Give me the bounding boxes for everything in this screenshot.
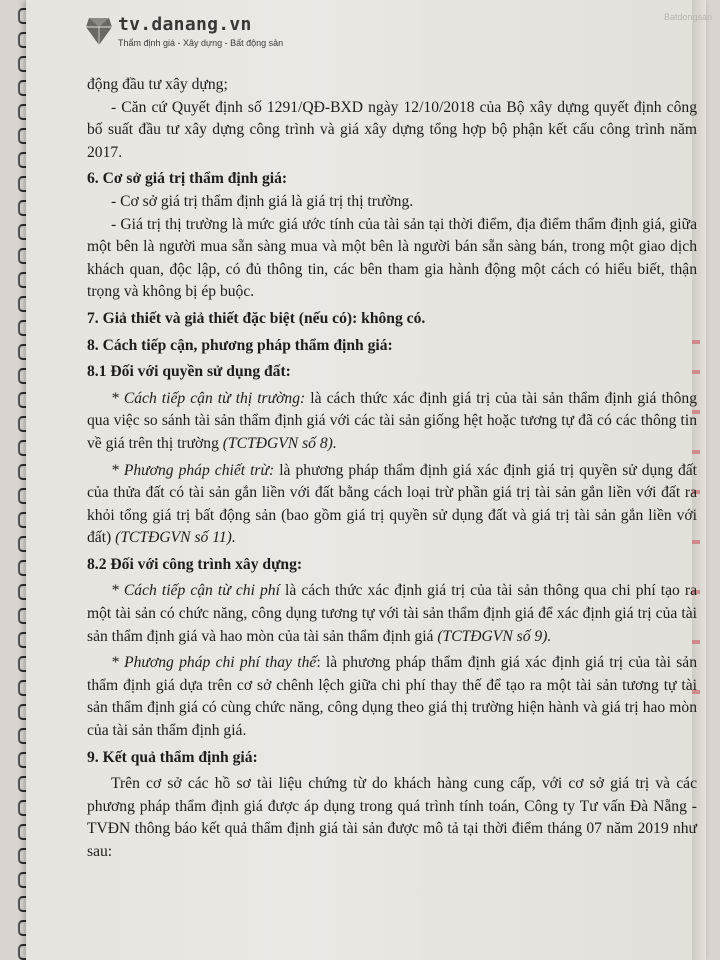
- emphasis: * Cách tiếp cận từ chi phí: [111, 582, 280, 600]
- emphasis: * Cách tiếp cận từ thị trường:: [111, 389, 306, 407]
- document-header: [86, 14, 346, 62]
- reference: (TCTĐGVN số 8).: [222, 434, 337, 452]
- paragraph: [87, 460, 697, 550]
- paragraph: động đầu tư xây dựng;: [87, 76, 228, 93]
- site-tagline: Thẩm định giá - Xây dựng - Bất động sản: [118, 38, 284, 48]
- paragraph-text: : là phương pháp thẩm định giá xác định giá trị của tài sản thẩm định giá dựa trên cơ sở chênh lệch giữa chi phí thay thế để tạo ra một tài sản tương tự tài sản thẩm định giá có cùng chức năng, công dụng theo giá thị trường hiện hành và giá trị hao mòn của tài sản thẩm định giá.: [87, 654, 698, 740]
- paragraph-text: là cách thức xác định giá trị của tài sản thông qua chi phí tạo ra một tài sản có chức năng, công dụng tương tự với tài sản thẩm định giá để xác định giá trị của tài sản thẩm định giá và hao mòn của tài sản thẩm định giá: [87, 582, 697, 645]
- paragraph: - Căn cứ Quyết định số 1291/QĐ-BXD ngày 12/10/2018 của Bộ xây dựng quyết định công bố suất đầu tư xây dựng công trình và giá xây dựng tổng hợp bộ phận kết cấu công trình năm 2017.: [87, 98, 697, 161]
- paragraph: [87, 580, 697, 648]
- section-heading-8: 8. Cách tiếp cận, phương pháp thẩm định giá:: [87, 336, 393, 354]
- emphasis: * Phương pháp chiết trừ:: [111, 461, 275, 479]
- section-heading-9: 9. Kết quả thẩm định giá:: [87, 748, 258, 766]
- diamond-logo-icon: [86, 16, 112, 46]
- paragraph: Trên cơ sở các hồ sơ tài liệu chứng từ do khách hàng cung cấp, với cơ sở giá trị và các phương pháp thẩm định giá được áp dụng trong quá trình tính toán, Công ty Tư vấn Đà Nẵng - TVĐN thông báo kết quả thẩm định giá tài sản được mô tả tại thời điểm tháng 07 năm 2019 như sau:: [87, 775, 697, 860]
- watermark-text: Batdongsan: [663, 12, 712, 22]
- watermark: [664, 12, 712, 22]
- paragraph-text: là phương pháp thẩm định giá xác định giá trị quyền sử dụng đất của thửa đất có tài sản gắn liền với đất bằng cách loại trừ phần giá trị tài sản gắn liền với đất ra khỏi tổng giá trị bất động sản (bao gồm giá trị quyền sử dụng đất và giá trị tài sản gắn liền với đất): [87, 461, 697, 547]
- paragraph: [87, 652, 697, 742]
- paragraph: [87, 388, 697, 456]
- emphasis: * Phương pháp chi phí thay thế: [111, 654, 317, 672]
- paragraph: - Giá trị thị trường là mức giá ước tính của tài sản tại thời điểm, địa điểm thẩm định giá, giữa một bên là người mua sẵn sàng mua và một bên là người bán sẵn sàng bán, trong một giao dịch khách quan, độc lập, có đủ thông tin, các bên tham gia hành động một cách có hiểu biết, thận trọng và không bị ép buộc.: [87, 215, 697, 301]
- reference: (TCTĐGVN số 9).: [437, 627, 552, 645]
- paragraph: - Cơ sở giá trị thẩm định giá là giá trị thị trường.: [111, 192, 414, 210]
- site-name: tv.danang.vn: [118, 14, 252, 35]
- paragraph-text: là cách thức xác định giá trị của tài sản thẩm định giá thông qua việc so sánh tài sản thẩm định giá với các tài sản giống hệt hoặc tương tự đã có các thông tin về giá trên thị trường: [87, 389, 697, 452]
- document-body: [87, 74, 697, 864]
- section-heading-6: 6. Cơ sở giá trị thẩm định giá:: [87, 170, 288, 188]
- subsection-heading-8-1: 8.1 Đối với quyền sử dụng đất:: [87, 363, 291, 381]
- section-heading-7: 7. Giả thiết và giả thiết đặc biệt (nếu có): không có.: [87, 309, 426, 327]
- reference: (TCTĐGVN số 11).: [115, 529, 236, 547]
- subsection-heading-8-2: 8.2 Đối với công trình xây dựng:: [87, 555, 303, 573]
